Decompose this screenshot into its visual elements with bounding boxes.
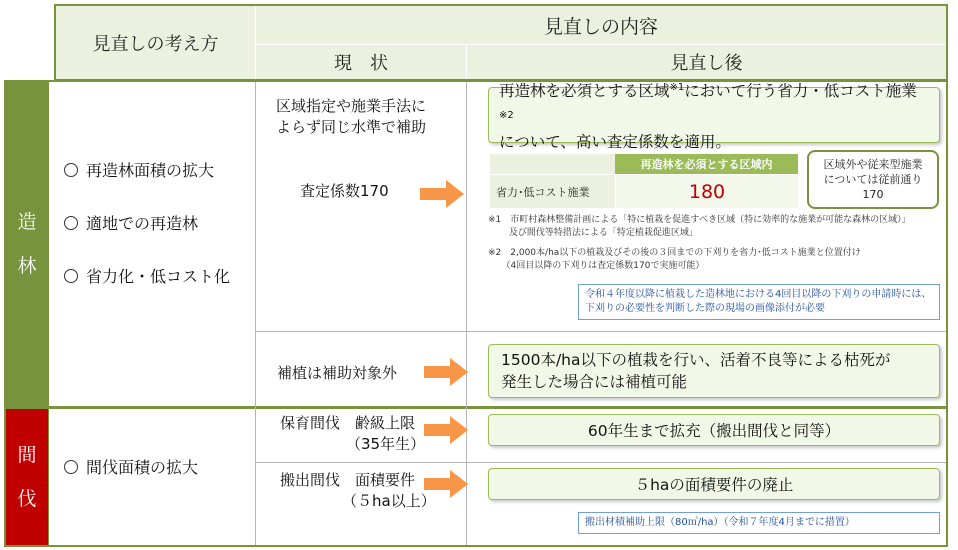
current-kanbatsu-2: 搬出間伐 面積要件 （５ha以上） [280,471,436,510]
approach-item: 間伐面積の拡大 [64,455,198,478]
circle-bullet-icon [64,163,78,177]
circle-bullet-icon [64,269,78,283]
header-after: 見直し後 [467,45,946,79]
category-zorin: 造 林 [6,82,48,406]
circle-bullet-icon [64,460,78,474]
header-approach: 見直しの考え方 [56,6,255,79]
arrow-right-icon [420,180,464,208]
after-kanbatsu-2: ５haの面積要件の廃止 [488,468,940,500]
kanbatsu-blue-note: 搬出材積補助上限（80㎥/ha）（令和７年度4月までに措置） [578,512,940,534]
arrow-right-icon [424,358,468,386]
arrow-right-icon [424,416,468,444]
circle-bullet-icon [64,216,78,230]
current-kanbatsu-1: 保育間伐 齢級上限 （35年生） [280,414,426,453]
table-header: 再造林を必須とする区域内 [615,154,798,174]
header-current: 現 状 [256,45,466,79]
current-zorin-coefficient: 査定係数170 [300,182,389,200]
after-zorin-2: 1500本/ha以下の植栽を行い、活着不良等による枯死が 発生した場合には補植可能 [488,344,940,398]
approach-item: 適地での再造林 [64,211,198,234]
table-row-value: 180 [615,175,798,208]
coefficient-table [490,154,798,208]
category-kanbatsu: 間 伐 [6,409,48,545]
after-zorin-1: 再造林を必須とする区域$^{※1}$において行う省力・低コスト施業$^{※2}$ について、高い査定係数を適用。 [488,87,940,143]
footnote-1: ※1 市町村森林整備計画による「特に植栽を促進すべき区域（特に効率的な施業が可能な森林の区域）」 及び間伐等特措法による「特定植栽促進区域」 [488,215,911,238]
footnote-2: ※2 2,000本/ha以下の植栽及びその後の３回までの下刈りを省力･低コスト施業と位置付け （4回目以降の下刈りは査定係数170で実施可能） [488,248,861,271]
table-row-label: 省力･低コスト施業 [490,175,615,208]
zorin-blue-note: 令和４年度以降に植栽した造林地における4回目以降の下刈りの申請時には、 下刈りの必要性を判断した際の現場の画像添付が必要 [578,284,940,320]
current-zorin-2: 補植は補助対象外 [277,364,398,382]
approach-item: 省力化・低コスト化 [64,264,230,287]
after-kanbatsu-1: 60年生まで拡充（搬出間伐と同等） [488,414,940,446]
approach-item: 再造林面積の拡大 [64,158,214,181]
header-content: 見直しの内容 [256,6,946,44]
outside-region-note: 区域外や従来型施業 については従前通り 170 [807,150,939,209]
current-zorin-1: 区域指定や施業手法に よらず同じ水準で補助 [276,97,427,136]
